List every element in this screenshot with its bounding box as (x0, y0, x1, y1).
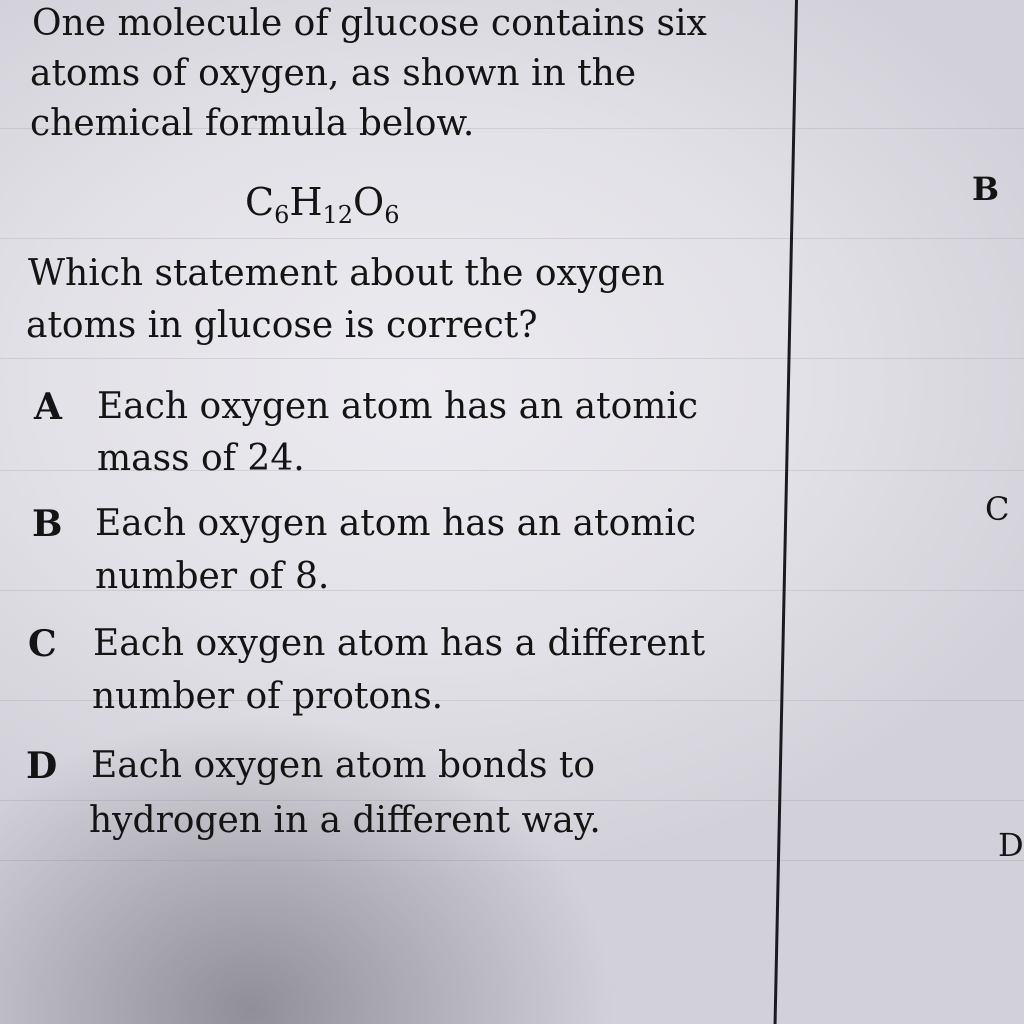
formula-carbon-count: 6 (274, 201, 290, 229)
stem-line-1: One molecule of glucose contains six (32, 3, 707, 44)
option-b-line-2: number of 8. (95, 556, 330, 597)
option-c-line-2: number of protons. (92, 676, 444, 717)
option-letter-b: B (32, 503, 63, 545)
formula-hydrogen-count: 12 (322, 201, 354, 229)
ghost-rule (0, 358, 1024, 359)
option-c-line-1: Each oxygen atom has a different (93, 623, 706, 664)
formula-hydrogen: H (289, 180, 323, 224)
ghost-rule (0, 238, 1024, 239)
column-divider (774, 0, 798, 1024)
option-d-line-2: hydrogen in a different way. (89, 800, 601, 841)
formula-oxygen-count: 6 (384, 201, 400, 229)
prompt-line-2: atoms in glucose is correct? (26, 305, 538, 346)
formula-carbon: C (245, 180, 275, 224)
stem-line-3: chemical formula below. (30, 103, 475, 144)
option-letter-d: D (26, 745, 58, 787)
stem-line-2: atoms of oxygen, as shown in the (30, 53, 637, 94)
option-b-line-1: Each oxygen atom has an atomic (95, 503, 697, 544)
option-a-line-1: Each oxygen atom has an atomic (97, 386, 699, 427)
right-letter-c: C (985, 490, 1010, 528)
option-letter-a: A (34, 386, 62, 428)
right-letter-b: B (972, 170, 1000, 208)
option-d-line-1: Each oxygen atom bonds to (91, 745, 596, 786)
right-letter-d: D (998, 826, 1024, 864)
glucose-formula (245, 180, 399, 229)
prompt-line-1: Which statement about the oxygen (28, 253, 665, 294)
formula-oxygen: O (353, 180, 385, 224)
option-letter-c: C (28, 623, 57, 665)
option-a-line-2: mass of 24. (97, 438, 305, 479)
ghost-rule (0, 860, 1024, 861)
